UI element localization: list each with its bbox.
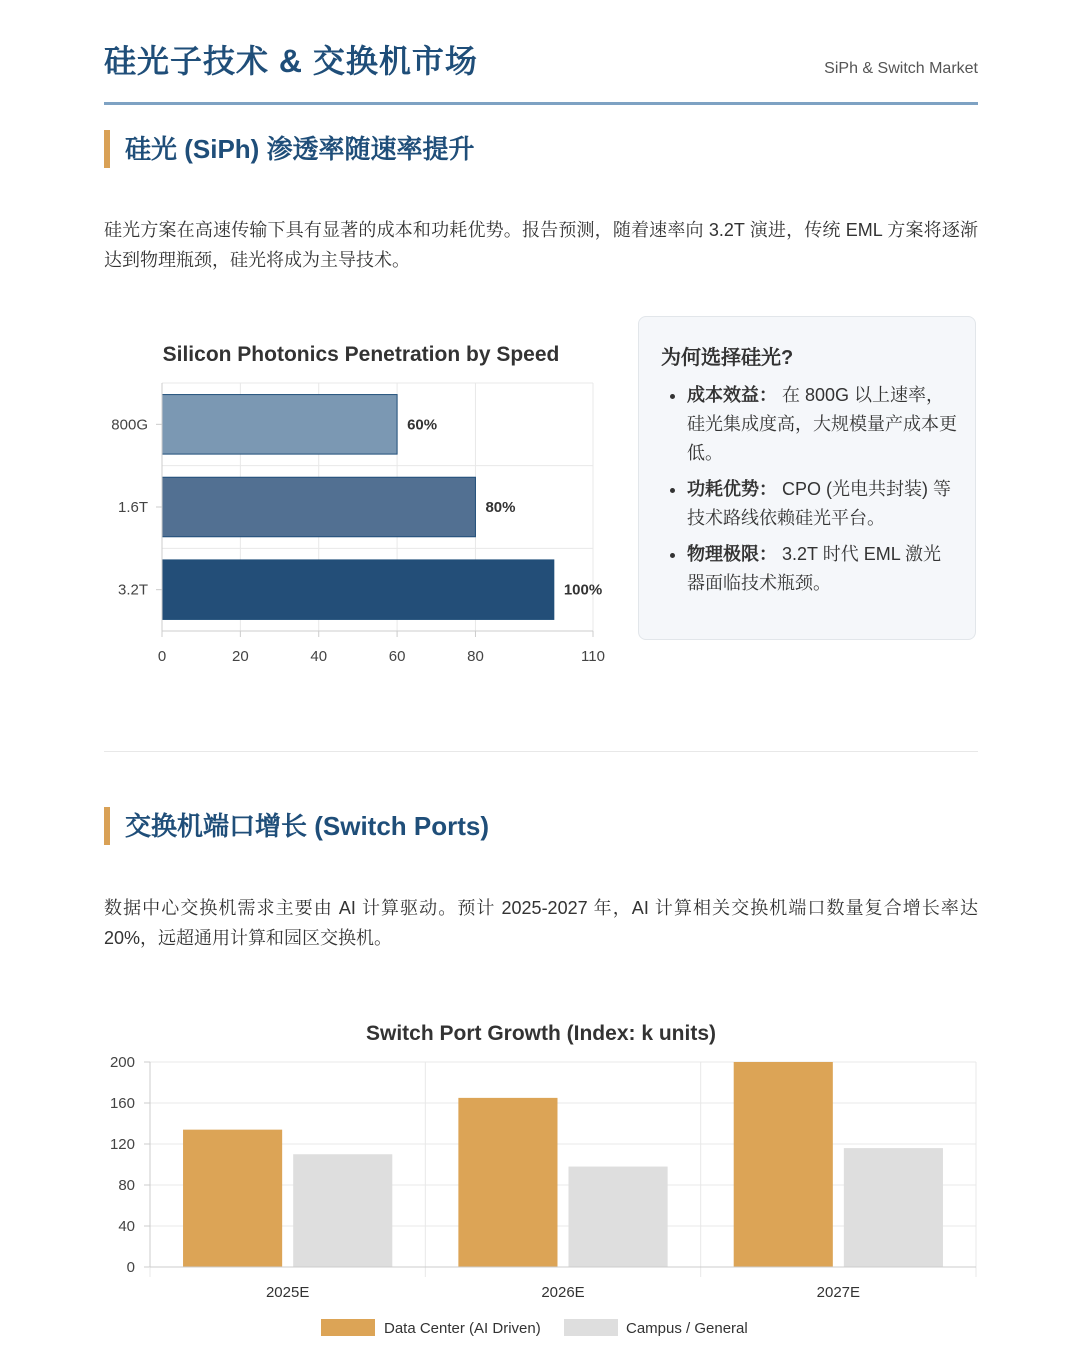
section-paragraph-siph: 硅光方案在高速传输下具有显著的成本和功耗优势。报告预测，随着速率向 3.2T 演进，传统 EML 方案将逐渐达到物理瓶颈，硅光将成为主导技术。	[104, 220, 978, 270]
legend-swatch	[321, 1319, 375, 1336]
y-tick-label: 120	[109, 1136, 135, 1153]
section-paragraph-switch: 数据中心交换机需求主要由 AI 计算驱动。预计 2025-2027 年，AI 计算相关交换机端口数量复合增长率达 20%，远超通用计算和园区交换机。	[104, 898, 978, 948]
bar-3.2T	[162, 560, 554, 620]
section-title-switch: 交换机端口增长 (Switch Ports)	[104, 807, 489, 845]
y-tick-label: 200	[109, 1054, 135, 1071]
item-text: 3.2T 时代 EML 激光器面临技术瓶颈。	[687, 544, 942, 593]
legend-swatch	[564, 1319, 618, 1336]
list-item	[687, 381, 957, 468]
page-subtitle: SiPh & Switch Market	[824, 60, 978, 77]
item-label: 物理极限：	[687, 544, 777, 564]
y-tick-label: 80	[118, 1177, 135, 1194]
legend-label: Data Center (AI Driven)	[384, 1320, 541, 1337]
item-text: 在 800G 以上速率，硅光集成度高，大规模量产成本更低。	[687, 385, 957, 463]
bar-2026E-series-1	[569, 1167, 668, 1267]
chart1-title: Silicon Photonics Penetration by Speed	[162, 343, 560, 366]
why-siph-box	[638, 316, 976, 640]
data-label: 100%	[563, 581, 603, 599]
bar-1.6T	[162, 477, 475, 537]
x-tick-label: 80	[467, 648, 484, 665]
x-tick-label: 20	[232, 648, 249, 665]
bar-2025E-series-1	[293, 1154, 392, 1267]
item-text: CPO (光电共封装) 等技术路线依赖硅光平台。	[687, 479, 952, 528]
bar-2027E-series-1	[844, 1148, 943, 1267]
x-tick-label: 40	[310, 648, 328, 665]
page-header	[104, 30, 978, 105]
legend-label: Campus / General	[626, 1320, 748, 1337]
x-tick-label: 60	[388, 648, 406, 665]
page-title: 硅光子技术 & 交换机市场	[104, 43, 478, 79]
x-tick-label: 2025E	[265, 1284, 310, 1301]
bar-800G	[162, 395, 397, 455]
x-tick-label: 0	[157, 648, 167, 665]
y-tick-label: 40	[118, 1218, 135, 1235]
list-item	[687, 540, 957, 598]
x-tick-label: 110	[581, 648, 605, 665]
item-label: 成本效益：	[687, 385, 777, 405]
y-tick-label: 1.6T	[117, 499, 148, 516]
y-tick-label: 3.2T	[117, 581, 148, 599]
item-label: 功耗优势：	[687, 479, 777, 499]
section-divider	[104, 751, 978, 752]
siph-penetration-chart	[100, 375, 630, 675]
data-label: 80%	[485, 499, 516, 516]
x-tick-label: 2026E	[541, 1284, 585, 1301]
why-siph-title: 为何选择硅光?	[661, 347, 794, 369]
list-item	[687, 475, 957, 533]
data-label: 60%	[407, 416, 438, 434]
bar-2026E-series-0	[458, 1098, 557, 1267]
y-tick-label: 800G	[111, 416, 148, 434]
bar-2027E-series-0	[734, 1062, 833, 1267]
section-title-siph: 硅光 (SiPh) 渗透率随速率提升	[104, 130, 475, 168]
y-tick-label: 0	[126, 1259, 135, 1276]
bar-2025E-series-0	[183, 1130, 282, 1267]
x-tick-label: 2027E	[816, 1284, 861, 1301]
switch-port-chart	[96, 1050, 986, 1350]
chart2-title: Switch Port Growth (Index: k units)	[365, 1022, 716, 1045]
y-tick-label: 160	[109, 1095, 135, 1112]
why-siph-list	[661, 381, 957, 605]
